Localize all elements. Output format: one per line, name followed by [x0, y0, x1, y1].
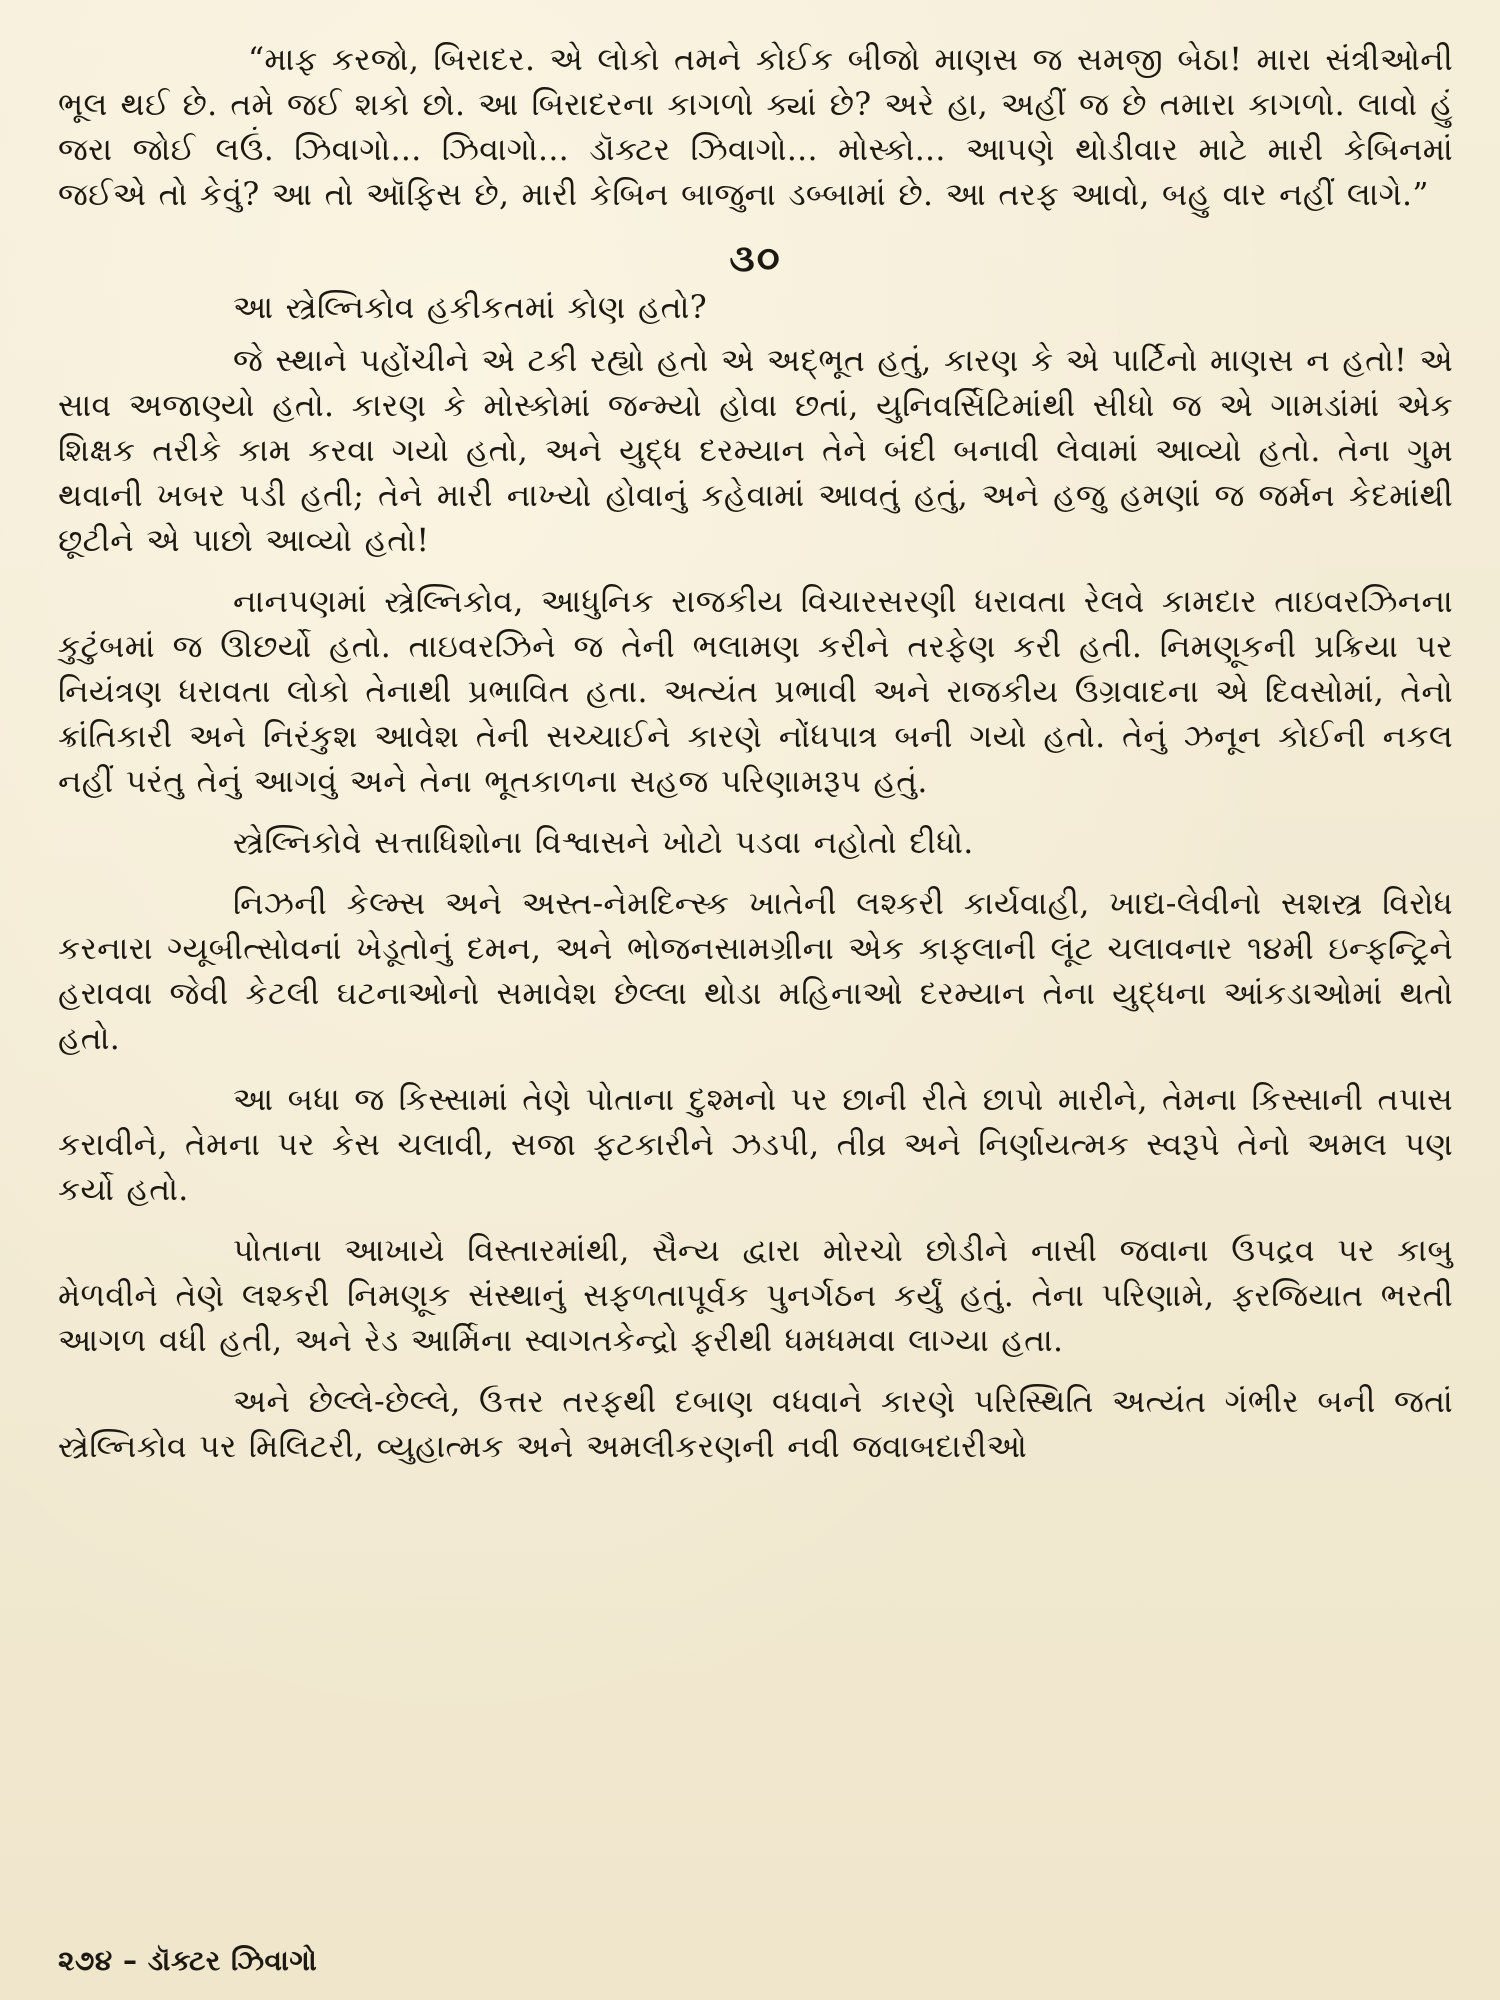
opening-dialogue-paragraph: “માફ કરજો, બિરાદર. એ લોકો તમને કોઈક બીજો માણસ જ સમજી બેઠા! મારા સંત્રીઓની ભૂલ થઈ છે. તમે જઈ શકો છો. આ બિરાદરના કાગળો ક્યાં છે? અરે હા, અહીં જ છે તમારા કાગળો. લાવો હું જરા જોઈ લઉં. ઝિવાગો... ઝિવાગો... ડૉક્ટર ઝિવાગો... મોસ્કો... આપણે થોડીવાર માટે મારી કેબિનમાં જઈએ તો કેવું? આ તો ઑફિસ છે, મારી કેબિન બાજુના ડબ્બામાં છે. આ તરફ આવો, બહુ વાર નહીં લાગે.”: [58, 42, 1453, 213]
paragraph: સ્ત્રેલ્નિકોવે સત્તાધિશોના વિશ્વાસને ખોટો પડવા નહોતો દીધો.: [233, 825, 974, 861]
paragraph: અને છેલ્લે-છેલ્લે, ઉત્તર તરફથી દબાણ વધવાને કારણે પરિસ્થિતિ અત્યંત ગંભીર બની જતાં સ્ત્રેલ્નિકોવ પર મિલિટરી, વ્યુહાત્મક અને અમલીકરણની નવી જવાબદારીઓ: [58, 1384, 1453, 1465]
paragraph: જે સ્થાને પહોંચીને એ ટકી રહ્યો હતો એ અદ્ભૂત હતું, કારણ કે એ પાર્ટિનો માણસ ન હતો! એ સાવ અજાણ્યો હતો. કારણ કે મોસ્કોમાં જન્મ્યો હોવા છતાં, યુનિવર્સિટિમાંથી સીધો જ એ ગામડાંમાં એક શિક્ષક તરીકે કામ કરવા ગયો હતો, અને યુદ્ધ દરમ્યાન તેને બંદી બનાવી લેવામાં આવ્યો હતો. તેના ગુમ થવાની ખબર પડી હતી; તેને મારી નાખ્યો હોવાનું કહેવામાં આવતું હતું, અને હજુ હમણાં જ જર્મન કેદમાંથી છૂટીને એ પાછો આવ્યો હતો!: [58, 343, 1453, 559]
paragraph: પોતાના આખાયે વિસ્તારમાંથી, સૈન્ય દ્વારા મોરચો છોડીને નાસી જવાના ઉપદ્રવ પર કાબુ મેળવીને તેણે લશ્કરી નિમણૂક સંસ્થાનું સફળતાપૂર્વક પુનર્ગઠન કર્યું હતું. તેના પરિણામે, ફરજિયાત ભરતી આગળ વધી હતી, અને રેડ આર્મિના સ્વાગતકેન્દ્રો ફરીથી ધમધમવા લાગ્યા હતા.: [58, 1233, 1453, 1359]
page-body: [58, 38, 1453, 1470]
page-footer: ૨૭૪ – ડૉક્ટર ઝિવાગો: [58, 1944, 318, 1977]
paragraph: આ બધા જ કિસ્સામાં તેણે પોતાના દુશ્મનો પર છાની રીતે છાપો મારીને, તેમના કિસ્સાની તપાસ કરાવીને, તેમના પર કેસ ચલાવી, સજા ફટકારીને ઝડપી, તીવ્ર અને નિર્ણાયત્મક સ્વરૂપે તેનો અમલ પણ કર્યો હતો.: [58, 1082, 1453, 1208]
paragraph: નિઝની કેલ્મ્સ અને અસ્ત-નેમદિન્સ્ક ખાતેની લશ્કરી કાર્યવાહી, ખાદ્ય-લેવીનો સશસ્ત્ર વિરોધ કરનારા ગ્યૂબીત્સોવનાં ખેડૂતોનું દમન, અને ભોજનસામગ્રીના એક કાફલાની લૂંટ ચલાવનાર ૧૪મી ઇન્ફન્ટ્રિને હરાવવા જેવી કેટલી ઘટનાઓનો સમાવેશ છેલ્લા થોડા મહિનાઓ દરમ્યાન તેના યુદ્ધના આંકડાઓમાં થતો હતો.: [58, 886, 1453, 1057]
chapter-number: ૩૦: [729, 235, 782, 280]
paragraph: નાનપણમાં સ્ત્રેલ્નિકોવ, આધુનિક રાજકીય વિચારસરણી ધરાવતા રેલવે કામદાર તાઇવરઝિનના કુટુંબમાં જ ઊછર્યો હતો. તાઇવરઝિને જ તેની ભલામણ કરીને તરફેણ કરી હતી. નિમણૂકની પ્રક્રિયા પર નિયંત્રણ ધરાવતા લોકો તેનાથી પ્રભાવિત હતા. અત્યંત પ્રભાવી અને રાજકીય ઉગ્રવાદના એ દિવસોમાં, તેનો ક્રાંતિકારી અને નિરંકુશ આવેશ તેની સચ્ચાઈને કારણે નોંધપાત્ર બની ગયો હતો. તેનું ઝનૂન કોઈની નકલ નહીં પરંતુ તેનું આગવું અને તેના ભૂતકાળના સહજ પરિણામરૂપ હતું.: [58, 584, 1453, 800]
paragraph-question: આ સ્ત્રેલ્નિકોવ હકીકતમાં કોણ હતો?: [233, 290, 707, 326]
